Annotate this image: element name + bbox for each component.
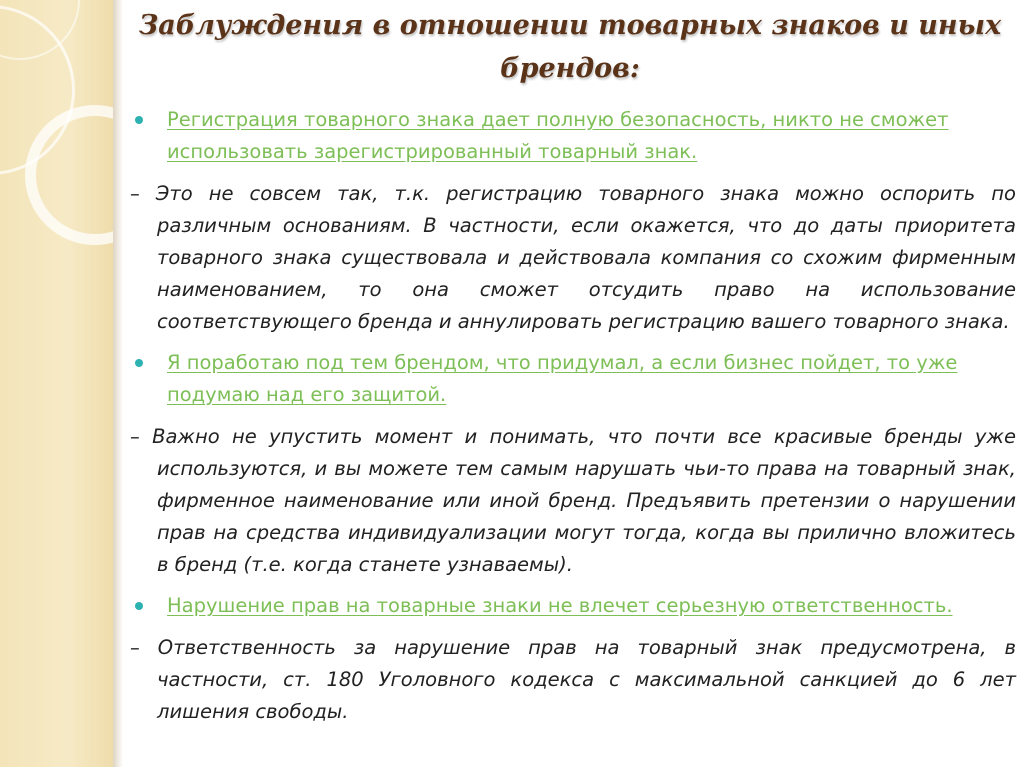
slide-title-line-2: брендов: [500,53,640,84]
decorative-side-panel [0,0,113,767]
slide-title [130,4,1010,90]
bullet-dot-icon [135,116,143,124]
answer-text: – Важно не упустить момент и понимать, что почти все красивые бренды уже используются, и вы можете тем самым нарушать чьи-то права на товарный знак, фирменное наименование или иной бренд. Предъявить претензии о нарушении прав на средства индивидуализации могут тогда, когда вы прилично вложитесь в бренд (т.е. когда станете узнаваемы). [130,425,1016,576]
bullet-dot-icon [135,359,143,367]
bullet-dot-icon [135,602,143,610]
myth-item-1 [130,104,1016,168]
myth-item-2 [130,347,1016,411]
myth-text: Нарушение прав на товарные знаки не влечет серьезную ответственность. [167,594,953,617]
myth-text: Я поработаю под тем брендом, что придумал, а если бизнес пойдет, то уже подумаю над его защитой. [167,351,958,406]
answer-text: – Ответственность за нарушение прав на товарный знак предусмотрена, в частности, ст. 180 Уголовного кодекса с максимальной санкцией до 6 лет лишения свободы. [130,636,1016,723]
side-panel-shadow [113,0,123,767]
myth-item-3 [130,590,1016,622]
myth-text: Регистрация товарного знака дает полную безопасность, никто не сможет использовать зарегистрированный товарный знак. [167,108,949,163]
answer-text: – Это не совсем так, т.к. регистрацию товарного знака можно оспорить по различным основаниям. В частности, если окажется, что до даты приоритета товарного знака существовала и действовала компания со схожим фирменным наименованием, то она сможет отсудить право на использование соответствующего бренда и аннулировать регистрацию вашего товарного знака. [130,182,1016,333]
slide-title-line-1: Заблуждения в отношении товарных знаков и иных [138,10,1002,41]
slide-content [130,104,1016,728]
